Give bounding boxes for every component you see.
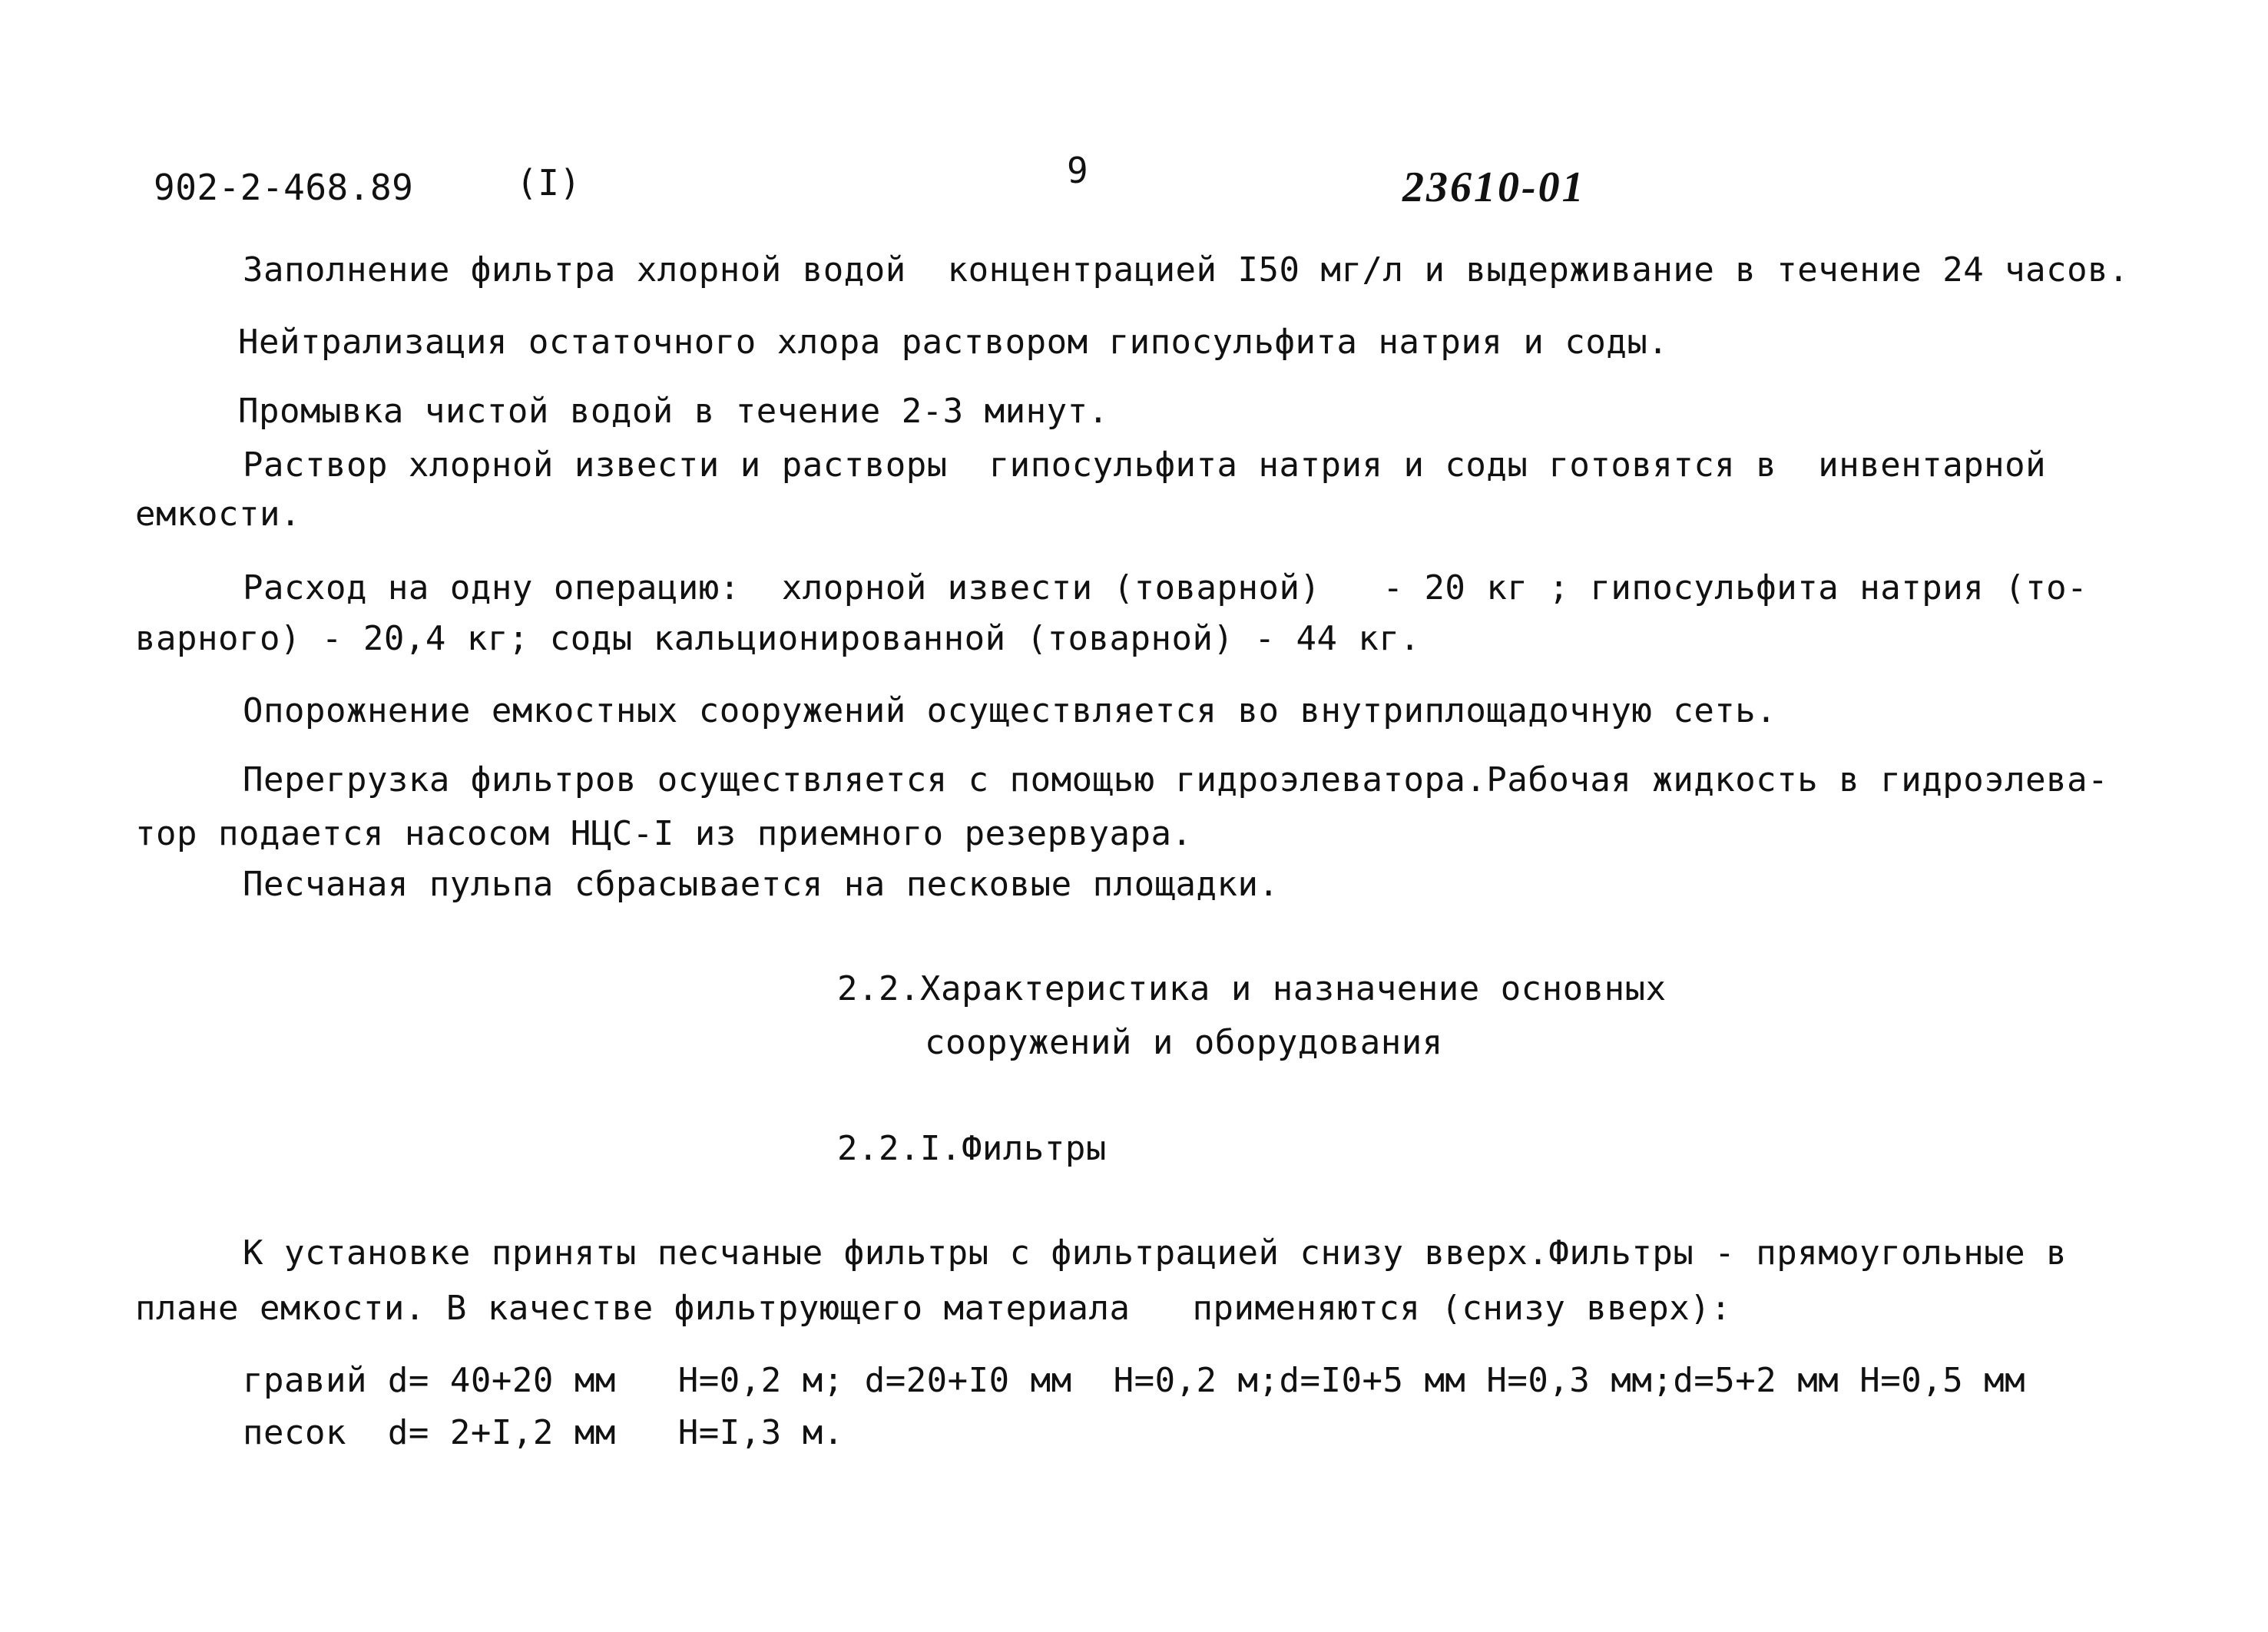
paragraph-reloading-line-1: Перегрузка фильтров осуществляется с помощью гидроэлеватора.Рабочая жидкость в гидроэлева- bbox=[243, 760, 2109, 799]
paragraph-rinse: Промывка чистой водой в течение 2-3 минут. bbox=[238, 392, 1109, 431]
paragraph-filters-line-1: К установке приняты песчаные фильтры с фильтрацией снизу вверх.Фильтры - прямоугольные в bbox=[243, 1233, 2068, 1273]
volume-number: (I) bbox=[516, 162, 581, 204]
paragraph-consumption-line-1: Расход на одну операцию: хлорной извести (товарной) - 20 кг ; гипосульфита натрия (то- bbox=[243, 568, 2088, 607]
section-heading-2-2-1: 2.2.I.Фильтры bbox=[837, 1129, 1107, 1168]
paragraph-solution-prep-line-1: Раствор хлорной извести и растворы гипосульфита натрия и соды готовятся в инвентарной bbox=[243, 445, 2047, 485]
filter-media-sand: песок d= 2+I,2 мм H=I,3 м. bbox=[243, 1413, 844, 1452]
inventory-number-stamp: 23610-01 bbox=[1402, 164, 1586, 211]
section-heading-2-2-line-1: 2.2.Характеристика и назначение основных bbox=[837, 969, 1667, 1008]
paragraph-filters-line-2: плане емкости. В качестве фильтрующего материала применяются (снизу вверх): bbox=[135, 1289, 1732, 1328]
filter-media-gravel: гравий d= 40+20 мм H=0,2 м; d=20+I0 мм H=0,2 м;d=I0+5 мм H=0,3 мм;d=5+2 мм H=0,5 мм bbox=[243, 1361, 2026, 1400]
paragraph-consumption-line-2: варного) - 20,4 кг; соды кальционированной (товарной) - 44 кг. bbox=[135, 619, 1421, 658]
section-heading-2-2-line-2: сооружений и оборудования bbox=[925, 1023, 1443, 1062]
paragraph-chlorine-fill: Заполнение фильтра хлорной водой концентрацией I50 мг/л и выдерживание в течение 24 часов. bbox=[243, 250, 2130, 290]
page-number: 9 bbox=[1067, 150, 1089, 191]
paragraph-sand-pulp: Песчаная пульпа сбрасывается на песковые площадки. bbox=[243, 865, 1280, 904]
paragraph-reloading-line-2: тор подается насосом НЦС-I из приемного резервуара. bbox=[135, 814, 1193, 853]
paragraph-emptying: Опорожнение емкостных сооружений осуществляется во внутриплощадочную сеть. bbox=[243, 691, 1777, 730]
document-code: 902-2-468.89 bbox=[154, 167, 414, 208]
paragraph-neutralization: Нейтрализация остаточного хлора раствором гипосульфита натрия и соды. bbox=[238, 323, 1669, 362]
paragraph-solution-prep-line-2: емкости. bbox=[135, 495, 301, 534]
